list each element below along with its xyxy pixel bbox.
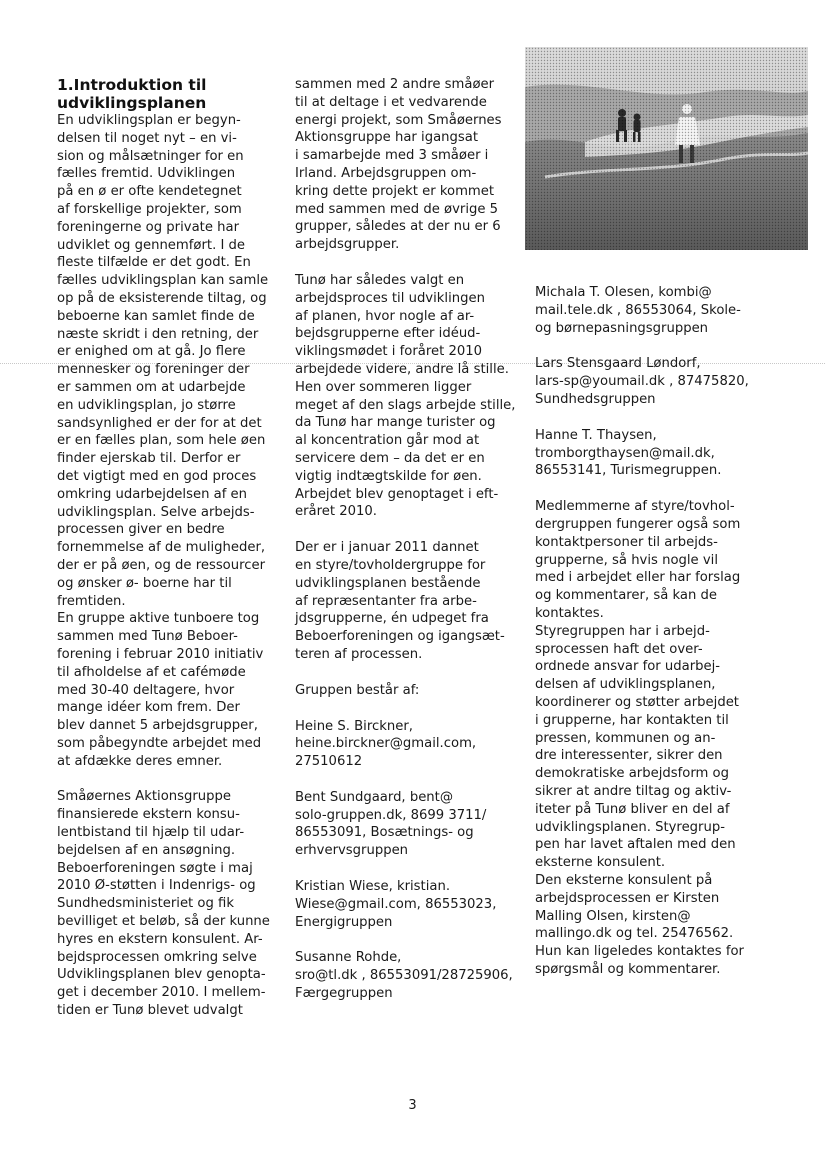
column-2: [295, 76, 521, 1003]
text-line: bejdsprocessen omkring selve: [57, 949, 257, 965]
text-line: Kristian Wiese, kristian.: [295, 879, 451, 895]
text-line: Energigruppen: [295, 914, 393, 930]
col2-paragraph-5: [295, 718, 521, 771]
text-line: i grupperne, har kontakten til: [535, 712, 729, 728]
text-line: på en ø er ofte kendetegnet: [57, 184, 242, 200]
text-line: beboerne kan samlet finde de: [57, 308, 255, 324]
text-line: finansierede ekstern konsu-: [57, 807, 240, 823]
text-line: Medlemmerne af styre/tovhol-: [535, 499, 735, 515]
text-line: Aktionsgruppe har igangsat: [295, 130, 479, 146]
text-line: 86553141, Turismegruppen.: [535, 463, 722, 479]
text-line: det vigtigt med en god proces: [57, 468, 257, 484]
text-line: af repræsentanter fra arbe-: [295, 593, 477, 609]
text-line: arbejdsgrupper.: [295, 237, 400, 253]
text-line: Den eksterne konsulent på: [535, 872, 713, 888]
text-line: eråret 2010.: [295, 504, 377, 520]
text-line: bevilliget et beløb, så der kunne: [57, 914, 270, 930]
col2-paragraph-7: [295, 878, 521, 931]
text-line: pen har lavet aftalen med den: [535, 837, 736, 853]
text-line: Gruppen består af:: [295, 682, 420, 698]
text-line: sammen med 2 andre småøer: [295, 77, 495, 92]
text-line: bejdsgrupperne efter idéud-: [295, 326, 481, 342]
col3-paragraph-3: [535, 427, 767, 480]
text-line: Hanne T. Thaysen,: [535, 427, 657, 443]
text-line: lentbistand til hjælp til udar-: [57, 825, 245, 841]
col2-paragraph-1: [295, 76, 521, 254]
text-line: udviklingsplan. Selve arbejds-: [57, 504, 255, 520]
text-line: processen giver en bedre: [57, 522, 225, 538]
text-line: udviklingsplanen bestående: [295, 575, 481, 591]
text-line: at afdække deres emner.: [57, 753, 223, 769]
heading-line-2: udviklingsplanen: [57, 94, 207, 112]
column-3: [535, 284, 767, 979]
text-line: til at deltage i et vedvarende: [295, 94, 487, 110]
col3-paragraph-2: [535, 355, 767, 408]
text-line: Udviklingsplanen blev genopta-: [57, 967, 266, 983]
text-line: i samarbejde med 3 småøer i: [295, 148, 489, 164]
text-line: fleste tilfælde er det godt. En: [57, 255, 251, 271]
text-line: mallingo.dk og tel. 25476562.: [535, 926, 734, 942]
text-line: Heine S. Birckner,: [295, 718, 413, 734]
text-line: finder ejerskab til. Derfor er: [57, 451, 241, 467]
text-line: grupperne, så hvis nogle vil: [535, 552, 718, 568]
text-line: er enighed om at gå. Jo flere: [57, 344, 246, 360]
text-line: med 30-40 deltagere, hvor: [57, 682, 235, 698]
col2-paragraph-4: [295, 682, 521, 700]
text-line: sandsynlighed er der for at det: [57, 415, 262, 431]
text-line: Færgegruppen: [295, 986, 393, 1002]
text-line: Sundhedsministeriet og fik: [57, 896, 234, 912]
text-line: kring dette projekt er kommet: [295, 183, 495, 199]
text-line: da Tunø har mange turister og: [295, 415, 496, 431]
text-line: omkring udarbejdelsen af en: [57, 486, 248, 502]
text-line: delsen til noget nyt – en vi-: [57, 130, 237, 146]
text-line: Hun kan ligeledes kontaktes for: [535, 944, 744, 960]
text-line: kontaktes.: [535, 605, 604, 621]
text-line: eksterne konsulent.: [535, 855, 666, 871]
col1-paragraph-2: [57, 788, 279, 1019]
text-line: bejdelsen af en ansøgning.: [57, 842, 236, 858]
text-line: Wiese@gmail.com, 86553023,: [295, 896, 497, 912]
text-line: mange idéer kom frem. Der: [57, 700, 240, 716]
text-line: mail.tele.dk , 86553064, Skole-: [535, 302, 741, 318]
text-line: Tunø har således valgt en: [295, 272, 465, 288]
text-line: hyres en ekstern konsulent. Ar-: [57, 931, 263, 947]
text-line: til afholdelse af et cafémøde: [57, 664, 246, 680]
text-line: heine.birckner@gmail.com,: [295, 736, 477, 752]
text-line: med i arbejdet eller har forslag: [535, 570, 741, 586]
text-line: jdsgrupperne, én udpeget fra: [295, 611, 489, 627]
text-line: energi projekt, som Småøernes: [295, 112, 502, 128]
text-line: koordinerer og støtter arbejdet: [535, 694, 739, 710]
text-line: Arbejdet blev genoptaget i eft-: [295, 486, 499, 502]
text-line: fornemmelse af de muligheder,: [57, 540, 266, 556]
col2-paragraph-2: [295, 272, 521, 521]
text-line: tromborgthaysen@mail.dk,: [535, 445, 715, 461]
text-line: en udviklingsplan, jo større: [57, 397, 236, 413]
text-line: tiden er Tunø blevet udvalgt: [57, 1003, 243, 1019]
col3-paragraph-4: [535, 498, 767, 979]
text-line: 2010 Ø-støtten i Indenrigs- og: [57, 878, 256, 894]
text-line: en styre/tovholdergruppe for: [295, 557, 486, 573]
col1-paragraph-1: [57, 112, 279, 770]
text-line: foreningerne og private har: [57, 219, 239, 235]
text-line: Irland. Arbejdsgruppen om-: [295, 165, 477, 181]
text-line: pressen, kommunen og an-: [535, 730, 716, 746]
text-line: og børnepasningsgruppen: [535, 320, 709, 336]
text-line: dre interessenter, sikrer den: [535, 748, 723, 764]
col3-paragraph-1: [535, 284, 767, 337]
text-line: kontaktpersoner til arbejds-: [535, 534, 718, 550]
text-line: lars-sp@youmail.dk , 87475820,: [535, 374, 749, 390]
text-line: der er på øen, og de ressourcer: [57, 557, 266, 573]
text-line: 86553091, Bosætnings- og: [295, 825, 474, 841]
text-line: blev dannet 5 arbejdsgrupper,: [57, 718, 258, 734]
text-line: Susanne Rohde,: [295, 950, 402, 966]
column-1: [57, 76, 279, 1020]
text-line: delsen af udviklingsplanen,: [535, 677, 716, 693]
text-line: udviklet og gennemført. I de: [57, 237, 246, 253]
heading-line-1: 1.Introduktion til: [57, 76, 207, 94]
text-line: Småøernes Aktionsgruppe: [57, 789, 232, 805]
text-line: Lars Stensgaard Løndorf,: [535, 356, 701, 372]
text-line: erhvervsgruppen: [295, 843, 409, 859]
section-heading: [57, 76, 279, 112]
text-line: arbejdsproces til udviklingen: [295, 290, 485, 306]
text-line: ordnede ansvar for udarbej-: [535, 659, 721, 675]
text-line: Beboerforeningen og igangsæt-: [295, 629, 505, 645]
text-line: spørgsmål og kommentarer.: [535, 961, 721, 977]
text-line: sikrer at andre tiltag og aktiv-: [535, 783, 732, 799]
text-line: En udviklingsplan er begyn-: [57, 113, 241, 128]
text-line: vigtig indtægtskilde for øen.: [295, 468, 482, 484]
text-line: forening i februar 2010 initiativ: [57, 646, 264, 662]
text-line: get i december 2010. I mellem-: [57, 985, 266, 1001]
text-line: næste skridt i den retning, der: [57, 326, 259, 342]
text-line: arbejdsprocessen er Kirsten: [535, 890, 720, 906]
text-line: er sammen om at udarbejde: [57, 379, 246, 395]
text-line: Sundhedsgruppen: [535, 391, 656, 407]
text-line: sion og målsætninger for en: [57, 148, 244, 164]
text-line: al koncentration går mod at: [295, 433, 480, 449]
text-line: af forskellige projekter, som: [57, 201, 242, 217]
col2-paragraph-3: [295, 539, 521, 664]
text-line: meget af den slags arbejde stille,: [295, 397, 516, 413]
page-number: 3: [408, 1098, 417, 1113]
text-line: og kommentarer, så kan de: [535, 588, 717, 604]
text-line: af planen, hvor nogle af ar-: [295, 308, 475, 324]
text-line: fælles fremtid. Udviklingen: [57, 166, 236, 182]
text-line: demokratiske arbejdsform og: [535, 766, 729, 782]
text-line: En gruppe aktive tunboere tog: [57, 611, 260, 627]
text-line: Malling Olsen, kirsten@: [535, 908, 691, 924]
text-line: som påbegyndte arbejdet med: [57, 735, 262, 751]
text-line: arbejdede videre, andre lå stille.: [295, 361, 509, 377]
text-line: udviklingsplanen. Styregrup-: [535, 819, 725, 835]
text-line: iteter på Tunø bliver en del af: [535, 801, 730, 817]
text-line: servicere dem – da det er en: [295, 450, 485, 466]
text-line: er en fælles plan, som hele øen: [57, 433, 266, 449]
col2-paragraph-8: [295, 949, 521, 1002]
text-line: fremtiden.: [57, 593, 126, 609]
beach-photo: [525, 47, 808, 250]
text-line: Michala T. Olesen, kombi@: [535, 285, 712, 300]
text-line: teren af processen.: [295, 646, 423, 662]
text-line: Der er i januar 2011 dannet: [295, 540, 479, 556]
text-line: viklingsmødet i foråret 2010: [295, 344, 483, 360]
text-line: Bent Sundgaard, bent@: [295, 789, 454, 805]
text-line: mennesker og foreninger der: [57, 362, 250, 378]
text-line: grupper, således at der nu er 6: [295, 219, 501, 235]
text-line: sro@tl.dk , 86553091/28725906,: [295, 968, 513, 984]
text-line: sprocessen haft det over-: [535, 641, 703, 657]
text-line: dergruppen fungerer også som: [535, 516, 741, 532]
text-line: med sammen med de øvrige 5: [295, 201, 499, 217]
text-line: Hen over sommeren ligger: [295, 379, 472, 395]
text-line: sammen med Tunø Beboer-: [57, 629, 238, 645]
beach-photo-image: [525, 47, 808, 250]
text-line: 27510612: [295, 754, 363, 770]
text-line: og ønsker ø- boerne har til: [57, 575, 232, 591]
text-line: fælles udviklingsplan kan samle: [57, 273, 269, 289]
text-line: Beboerforeningen søgte i maj: [57, 860, 253, 876]
text-line: op på de eksisterende tiltag, og: [57, 290, 267, 306]
text-line: Styregruppen har i arbejd-: [535, 623, 710, 639]
col2-paragraph-6: [295, 789, 521, 860]
text-line: solo-gruppen.dk, 8699 3711/: [295, 807, 487, 823]
